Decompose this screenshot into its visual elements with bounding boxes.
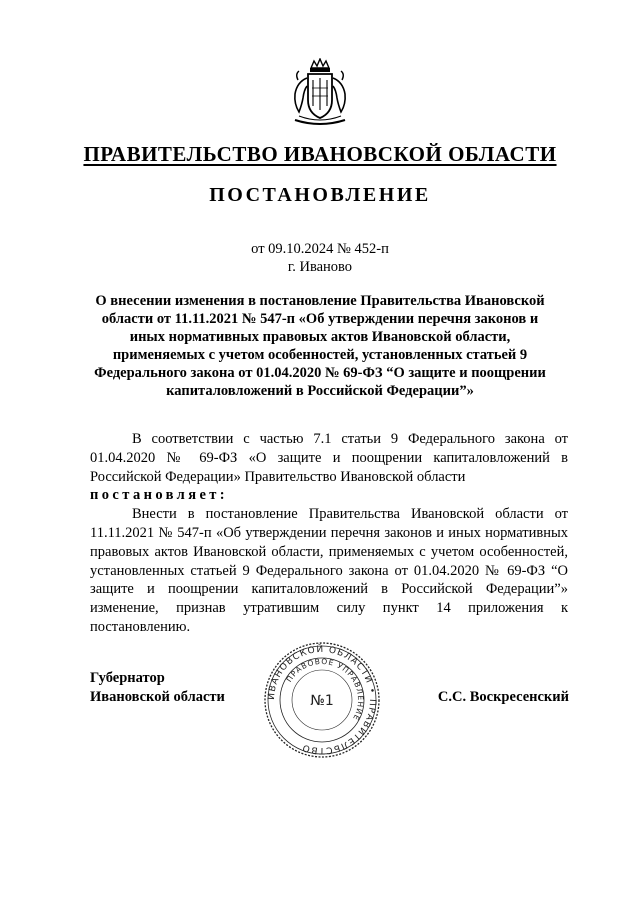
coat-of-arms-emblem xyxy=(289,58,351,128)
official-stamp-seal xyxy=(262,640,382,760)
signatory-position xyxy=(90,669,225,707)
organization-title: ПРАВИТЕЛЬСТВО ИВАНОВСКОЙ ОБЛАСТИ xyxy=(83,142,557,166)
body-paragraph: Внести в постановление Правительства Ивановской области от 11.11.2021 № 547-п «Об утверждении перечня законов и иных нормативных правовых актов Ивановской области, применяемых с учетом особенностей, установленных статьей 9 Федерального закона от 01.04.2020 № 69-ФЗ “О защите и поощрении капиталовложений в Российской Федерации”» изменение, признав утратившим силу пункт 14 приложения к постановлению. xyxy=(90,506,568,635)
signatory-name: С.С. Воскресенский xyxy=(437,689,569,705)
document-subject: О внесении изменения в постановление Правительства Ивановской области от 11.11.2021 № 547-п «Об утверждении перечня законов и иных нормативных правовых актов Ивановской области, применяемых с учетом особенностей, установленных статьей 9 Федерального закона от 01.04.2020 № 69-ФЗ “О защите и поощрении капиталовложений в Российской Федерации”» xyxy=(94,293,546,399)
signatory-position-line2: Ивановской области xyxy=(90,689,225,705)
document-city: г. Иваново xyxy=(287,259,353,275)
resolves-word: постановляет: xyxy=(90,487,229,504)
document-date-block xyxy=(0,240,640,276)
signatory-position-line1: Губернатор xyxy=(90,670,165,686)
document-type-heading: ПОСТАНОВЛЕНИЕ xyxy=(209,184,431,206)
seal-inner-text: ПРАВОВОЕ УПРАВЛЕНИЕ xyxy=(284,656,366,723)
document-date-number: от 09.10.2024 № 452-п xyxy=(251,241,389,257)
seal-number: №1 xyxy=(310,693,334,709)
document-body xyxy=(90,430,568,637)
seal-ring-text: ИВАНОВСКОЙ ОБЛАСТИ • ПРАВИТЕЛЬСТВО xyxy=(266,644,378,756)
body-preamble: В соответствии с частью 7.1 статьи 9 Федерального закона от 01.04.2020 № 69-ФЗ «О защите и поощрении капиталовложений в Российской Федерации» Правительство Ивановской области постановляет: xyxy=(90,431,568,504)
